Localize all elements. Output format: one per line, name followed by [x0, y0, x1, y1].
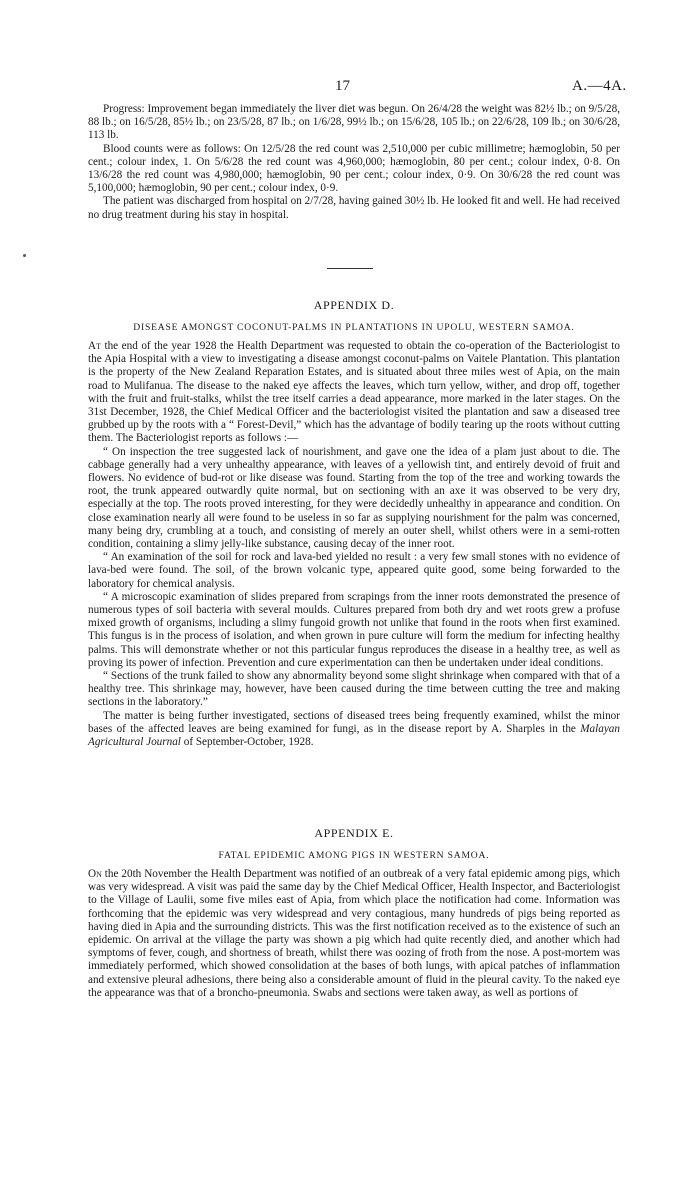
appendix-d-paragraph-intro	[88, 340, 620, 446]
appendix-e-intro-text: the 20th November the Health Department was notified of an outbreak of a very fatal epidemic among pigs, which was very widespread. A visit was paid the same day by the Chief Medical Officer, Health Inspector, and Bacteriologist to the Village of Laulii, some five miles east of Apia, from which place the notification had come. Information was forthcoming that the epidemic was very widespread and very contagious, many hundreds of pigs being reported as having died in Apia and the surrounding districts. This was the first notification received as to the existence of such an epidemic. On arrival at the village the party was shown a pig which had quite recently died, and another which had symptoms of fever, cough, and shortness of breath, whilst there was oozing of froth from the nose. A post-mortem was immediately performed, which showed consolidation at the bases of both lungs, with apical patches of inflammation and extensive pleural adhesions, there being also a considerable amount of fluid in the pleural cavity. To the naked eye the appearance was that of a broncho-pneumonia. Swabs and sections were taken away, as well as portions of	[88, 868, 620, 999]
appendix-d-paragraph: “ An examination of the soil for rock and lava-bed yielded no result : a very few small stones with no evidence of lava-bed were found. The soil, of the brown volcanic type, appeared quite good, some being forwarded to the laboratory for chemical analysis.	[88, 551, 620, 590]
appendix-d-subheading: DISEASE AMONGST COCONUT-PALMS IN PLANTATIONS IN UPOLU, WESTERN SAMOA.	[133, 322, 575, 333]
appendix-d-body	[88, 340, 620, 749]
progress-section	[88, 103, 620, 222]
appendix-d-paragraph-final	[88, 710, 620, 750]
appendix-e-subheading: FATAL EPIDEMIC AMONG PIGS IN WESTERN SAMOA.	[218, 850, 490, 861]
appendix-d-intro-text: the end of the year 1928 the Health Department was requested to obtain the co-operation of the Bacteriologist to the Apia Hospital with a view to investigating a disease amongst coconut-palms on Vaitele Plantation. This plantation is the property of the New Zealand Reparation Estates, and is situated about three miles west of Apia, on the main road to Mulifanua. The disease to the naked eye affects the leaves, which turn yellow, wither, and drop off, together with the fruit and fruit-stalks, whilst the tree itself carries a dead appearance, more marked in the later stages. On the 31st December, 1928, the Chief Medical Officer and the bacteriologist visited the plantation and saw a diseased tree grubbed up by the roots with a “ Forest-Devil,” which has the advantage of bodily tearing up the roots without cutting them. The Bacteriologist reports as follows :—	[88, 340, 620, 445]
page-number: 17	[335, 78, 350, 94]
appendix-d-paragraph: “ A microscopic examination of slides prepared from scrapings from the inner roots demonstrated the presence of numerous types of soil bacteria with several moulds. Cultures prepared from both dry and wet roots grew a profuse mixed growth of organisms, including a slimy fungoid growth not unlike that found in the roots when first examined. This fungus is in the process of isolation, and when grown in pure culture will form the medium for infecting healthy palms. This will demonstrate whether or not this particular fungus reproduces the disease in a healthy tree, as well as proving its power of infection. Prevention and cure experimentation can then be undertaken under ideal conditions.	[88, 590, 620, 669]
blood-counts-paragraph: Blood counts were as follows: On 12/5/28 the red count was 2,510,000 per cubic millimetre; hæmoglobin, 50 per cent.; colour index, 1. On 5/6/28 the red count was 4,960,000; hæmoglobin, 80 per cent.; colour index, 0·8. On 13/6/28 the red count was 4,980,000; hæmoglobin, 90 per cent.; colour index, 0·9. On 30/6/28 the red count was 5,100,000; hæmoglobin, 90 per cent.; colour index, 0·9.	[88, 142, 620, 195]
appendix-d-paragraph: “ Sections of the trunk failed to show any abnormality beyond some slight shrinkage when compared with that of a healthy tree. This shrinkage may, however, have been caused during the time between cutting the tree and making sections in the laboratory.”	[88, 670, 620, 709]
final-paragraph-end: of September-October, 1928.	[180, 736, 314, 749]
journal-title: Malayan Agricultural Journal	[88, 722, 620, 749]
appendix-d-heading: APPENDIX D.	[313, 298, 395, 312]
discharge-paragraph: The patient was discharged from hospital on 2/7/28, having gained 30½ lb. He looked fit and well. He had received no drug treatment during his stay in hospital.	[88, 195, 620, 221]
appendix-e-body	[88, 868, 620, 1000]
appendix-e-lead-word: On	[88, 868, 102, 880]
progress-paragraph: Progress: Improvement began immediately the liver diet was begun. On 26/4/28 the weight was 82½ lb.; on 9/5/28, 88 lb.; on 16/5/28, 85½ lb.; on 23/5/28, 87 lb.; on 1/6/28, 99½ lb.; on 15/6/28, 105 lb.; on 22/6/28, 109 lb.; on 30/6/28, 113 lb.	[88, 103, 620, 142]
appendix-e-heading: APPENDIX E.	[314, 826, 394, 840]
appendix-d-lead-word: At	[88, 340, 101, 352]
final-paragraph-start: The matter is being further investigated, sections of diseased trees being frequently examined, whilst the minor bases of the affected leaves are being examined for fungi, as in the disease report by A. Sharples in the	[88, 709, 620, 735]
section-divider	[327, 268, 373, 269]
stray-mark	[23, 254, 26, 257]
appendix-e-paragraph-intro	[88, 868, 620, 1000]
document-reference: A.—4A.	[572, 78, 627, 94]
appendix-d-paragraph: “ On inspection the tree suggested lack of nourishment, and gave one the idea of a plam just about to die. The cabbage generally had a very unhealthy appearance, with leaves of a yellowish tint, and entirely devoid of fruit and flowers. No evidence of bud-rot or like disease was found. Starting from the top of the tree and working towards the root, the trunk appeared outwardly quite normal, but on sectioning with an axe it was observed to be very dry, especially at the top. The roots proved interesting, for they were decidedly unhealthy in appearance and condition. On close examination nearly all were found to be useless in so far as supplying nourishment for the palm was concerned, many being dry, crumbling at a touch, and consisting of merely an outer shell, whilst others were in a semi-rotten condition, containing a slimy jelly-like substance, causing decay of the inner root.	[88, 445, 620, 551]
